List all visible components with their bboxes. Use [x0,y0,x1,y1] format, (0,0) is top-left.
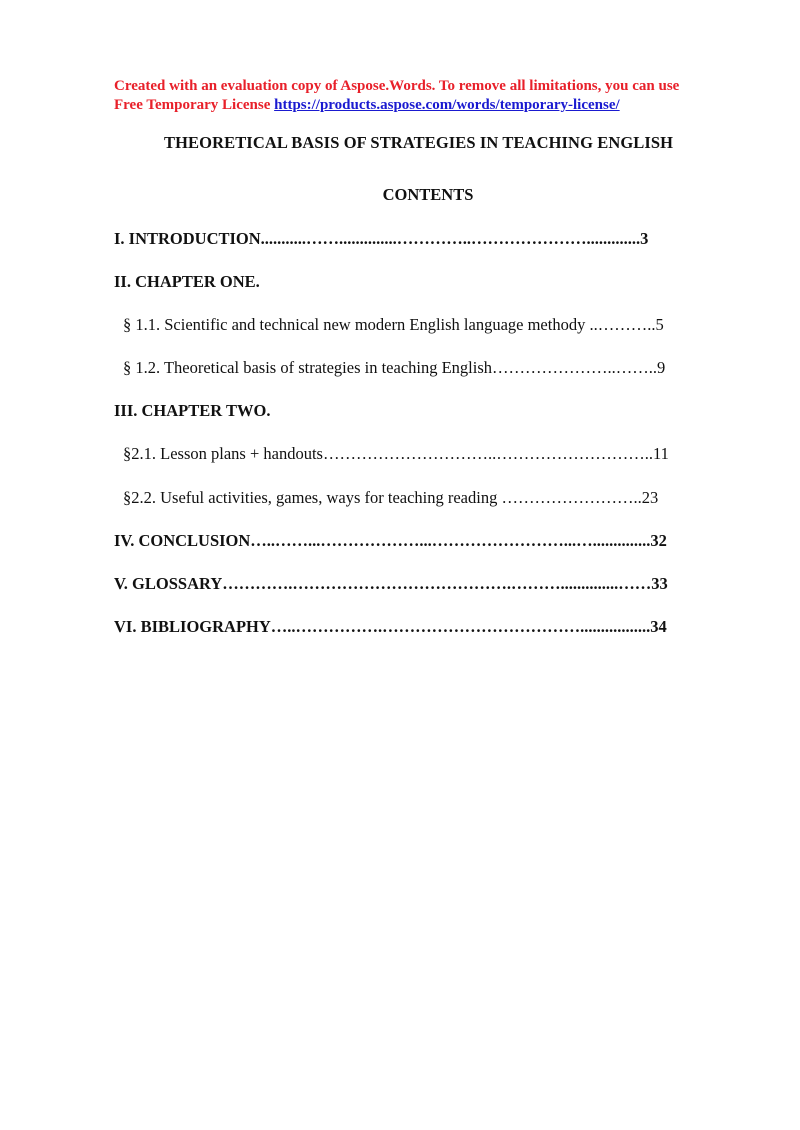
toc-entry-chapter-two[interactable]: III. CHAPTER TWO. [114,401,271,420]
evaluation-watermark [114,77,754,115]
toc-entry-chapter-one[interactable]: II. CHAPTER ONE. [114,272,260,291]
watermark-line-1: Created with an evaluation copy of Aspose.Words. To remove all limitations, you can use [114,78,680,94]
contents-heading: CONTENTS [382,185,474,204]
toc-entry-section-1-1[interactable]: § 1.1. Scientific and technical new modern English language methody ..………..5 [123,315,664,334]
license-link[interactable]: https://products.aspose.com/words/temporary-license/ [274,97,620,113]
toc-entry-introduction[interactable]: I. INTRODUCTION...........……..............…………..………………….............3 [114,229,649,248]
toc-entry-section-2-1[interactable]: §2.1. Lesson plans + handouts…………………………..………………………..11 [123,444,669,463]
toc-entry-conclusion[interactable]: IV. CONCLUSION…..……...………………...……………………...…..............32 [114,531,667,550]
watermark-license-text: Free Temporary License [114,97,275,113]
toc-entry-glossary[interactable]: V. GLOSSARY………….………………………………….………..............……33 [114,574,668,593]
toc-entry-bibliography[interactable]: VI. BIBLIOGRAPHY…..…………….……………………………….................34 [114,617,667,636]
toc-entry-section-1-2[interactable]: § 1.2. Theoretical basis of strategies in teaching English…………………..……..9 [123,358,666,377]
watermark-line-2 [114,96,754,115]
document-title: THEORETICAL BASIS OF STRATEGIES IN TEACHING ENGLISH [164,133,674,152]
toc-entry-section-2-2[interactable]: §2.2. Useful activities, games, ways for teaching reading ……………………..23 [123,488,659,507]
